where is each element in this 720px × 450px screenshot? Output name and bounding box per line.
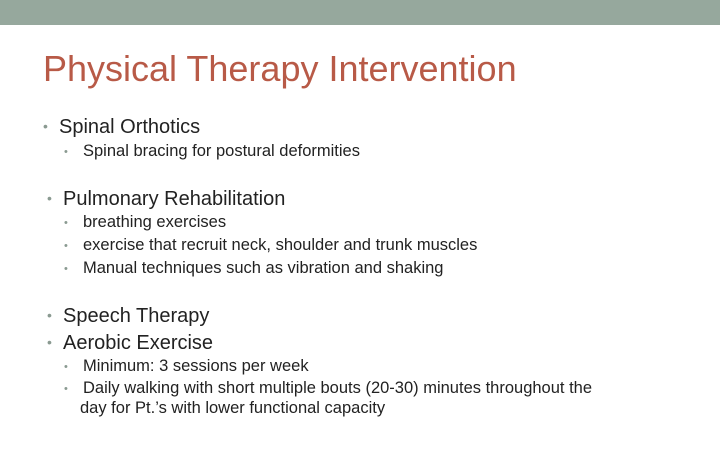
bullet-icon: • [64, 361, 68, 373]
bullet-text: Aerobic Exercise [63, 332, 214, 354]
bullet-icon: • [64, 217, 68, 229]
bullet-icon: • [47, 190, 52, 206]
bullet-text: Pulmonary Rehabilitation [63, 188, 286, 210]
bullet-text: Manual techniques such as vibration and shaking [83, 259, 444, 277]
sub-bullet-spinal-bracing [64, 141, 360, 162]
sub-bullet-daily-walking-continuation: day for Pt.’s with lower functional capacity [80, 399, 386, 417]
top-accent-bar [0, 0, 720, 25]
bullet-icon: • [64, 263, 68, 275]
slide-title: Physical Therapy Intervention [43, 48, 517, 89]
bullet-text: Spinal Orthotics [59, 116, 201, 138]
bullet-text: breathing exercises [83, 213, 227, 231]
bullet-text: Speech Therapy [63, 305, 210, 327]
bullet-speech-therapy [47, 303, 209, 328]
sub-bullet-exercise-recruit [64, 235, 477, 256]
sub-bullet-minimum-sessions [64, 356, 309, 377]
sub-bullet-breathing [64, 212, 226, 233]
bullet-text: Minimum: 3 sessions per week [83, 357, 309, 375]
bullet-pulmonary-rehabilitation [47, 186, 285, 211]
bullet-text: Daily walking with short multiple bouts (20-30) minutes throughout the [83, 379, 593, 397]
bullet-icon: • [43, 118, 48, 134]
bullet-icon: • [64, 146, 68, 158]
bullet-text: Spinal bracing for postural deformities [83, 142, 360, 160]
bullet-icon: • [64, 240, 68, 252]
sub-bullet-daily-walking [64, 378, 592, 399]
bullet-icon: • [47, 334, 52, 350]
bullet-icon: • [64, 383, 68, 395]
sub-bullet-manual-techniques [64, 258, 443, 279]
bullet-text: exercise that recruit neck, shoulder and trunk muscles [83, 236, 478, 254]
bullet-aerobic-exercise [47, 330, 213, 355]
bullet-icon: • [47, 307, 52, 323]
bullet-spinal-orthotics [43, 114, 200, 139]
